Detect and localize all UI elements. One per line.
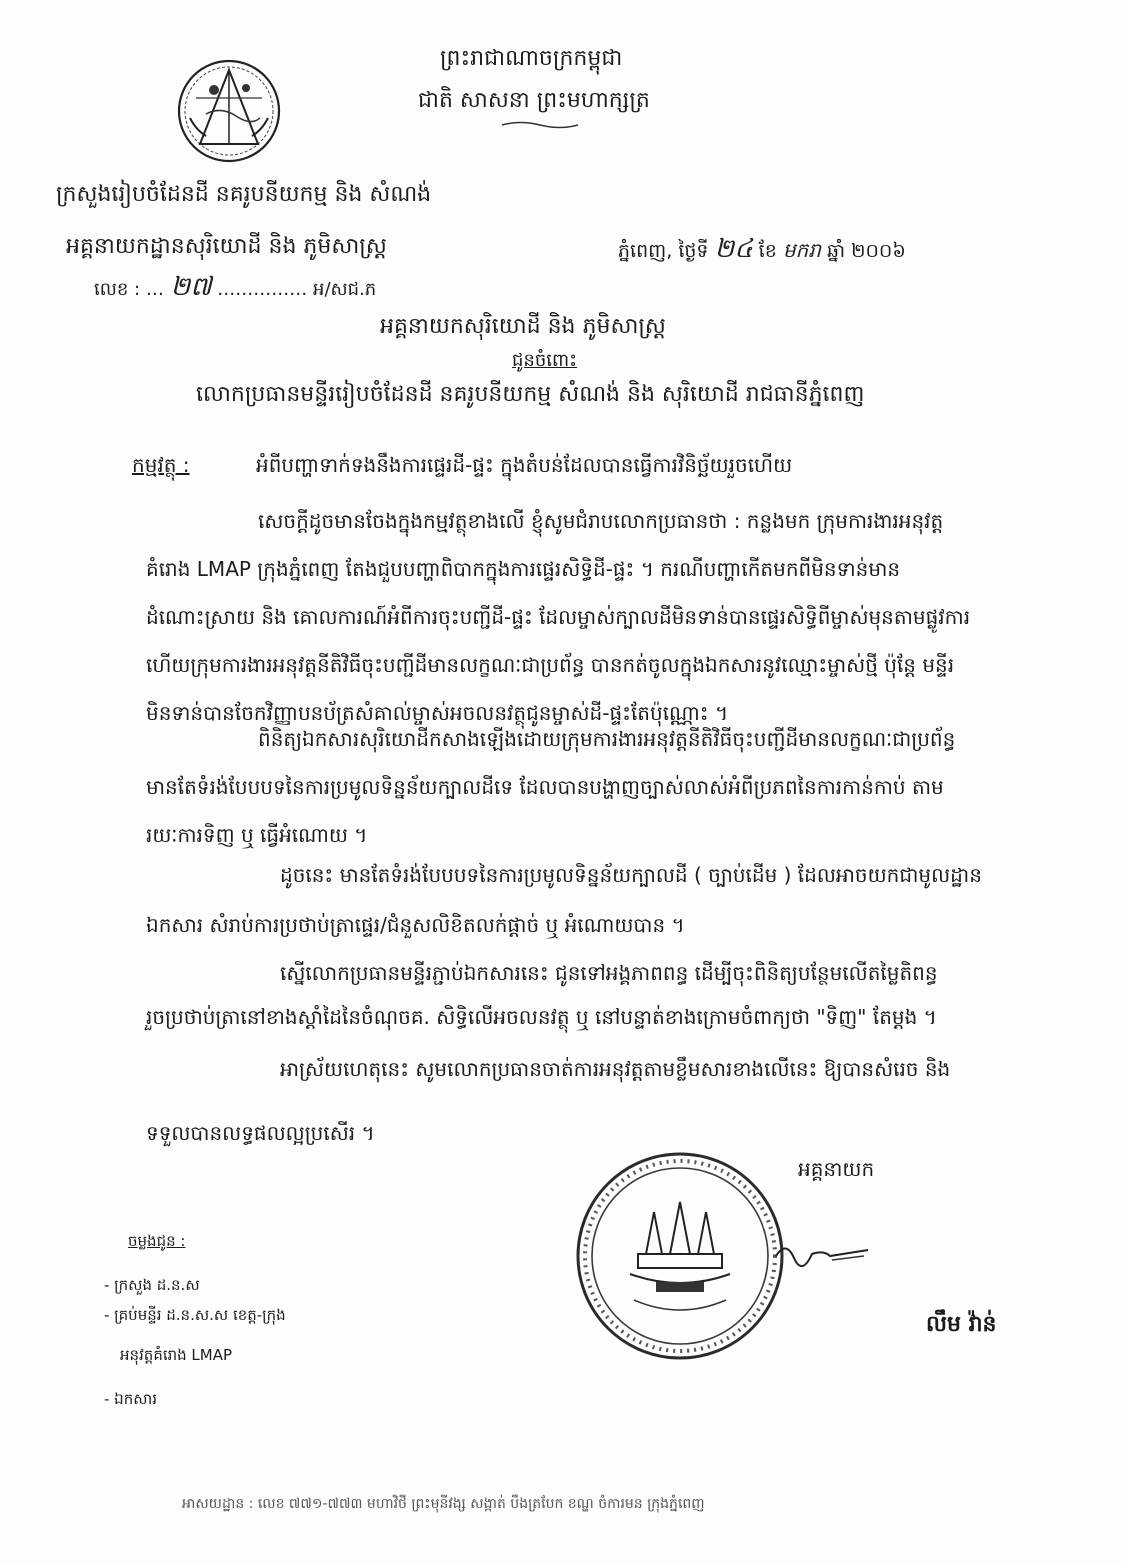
date-day: ២៤ [714,234,753,264]
paragraph-2-line-1: ពិនិត្យឯកសារសុរិយោដីកសាងឡើងដោយក្រុមការងារអនុវត្តនីតិវិធីចុះបញ្ជីដីមានលក្ខណៈជាប្រព័ន្ធ [258,727,956,751]
cc-item-archive: - ឯកសារ [104,1390,158,1408]
reference-line: លេខ : … ២៧ …………… អ/សជ.ភ [94,272,377,302]
date-year: ឆ្នាំ ២០០៦ [826,240,906,262]
paragraph-1-line-5: មិនទាន់បានចែកវិញ្ញាបនប័ត្រសំគាល់ម្ចាស់អចលនវត្ថុជូនម្ចាស់ដី-ផ្ទះតែប៉ុណ្ណោះ ។ [146,701,729,725]
paragraph-2-line-2: មានតែទំរង់បែបបទនៃការប្រមូលទិន្នន័យក្បាលដីទេ ដែលបានបង្ហាញច្បាស់លាស់អំពីប្រភពនៃការកាន់កាប់ តាម [146,775,944,799]
paragraph-5-line-2: ទទួលបានលទ្ធផលល្អប្រសើរ ។ [146,1121,375,1145]
paragraph-3-line-1: ដូចនេះ មានតែទំរង់បែបបទនៃការប្រមូលទិន្នន័យក្បាលដី ( ច្បាប់ដើម ) ដែលអាចយកជាមូលដ្ឋាន [280,863,982,887]
motto-underline-ornament [500,120,580,130]
cc-item-ministry: - ក្រសួង ដ.ន.ស [104,1276,200,1294]
ministry-emblem [176,58,282,164]
official-seal [574,1150,786,1362]
letter-from: អគ្គនាយកសុរិយោដី និង ភូមិសាស្ត្រ [380,314,666,339]
kingdom-title: ព្រះរាជាណាចក្រកម្ពុជា [440,46,623,71]
paragraph-4-line-1: ស្នើលោកប្រធានមន្ទីរភ្ជាប់ឯកសារនេះ ជូនទៅអង្គភាពពន្ធ ដើម្បីចុះពិនិត្យបន្ថែមលើតម្លៃតិពន្ធ [280,961,938,985]
date-month: មករា [782,238,821,262]
signature-title: អគ្គនាយក [798,1157,875,1181]
paragraph-1-line-1: សេចក្តីដូចមានចែងក្នុងកម្មវត្ថុខាងលើ ខ្ញុំសូមជំរាបលោកប្រធានថា : កន្លងមក ក្រុមការងារអនុវត្ត [258,509,944,533]
paragraph-2-line-3: រយៈការទិញ ឬ ធ្វើអំណោយ ។ [146,823,368,847]
letter-recipient: លោកប្រធានមន្ទីររៀបចំដែនដី នគរូបនីយកម្ម សំណង់ និង សុរិយោដី រាជធានីភ្នំពេញ [196,382,865,407]
handwritten-signature [772,1232,872,1272]
reference-prefix: លេខ : [94,279,141,300]
date-prefix: ភ្នំពេញ, ថ្ងៃទី [618,240,709,262]
cc-item-departments: - គ្រប់មន្ទីរ ដ.ន.ស.ស ខេត្ត-ក្រុង [104,1306,286,1324]
ministry-name: ក្រសួងរៀបចំដែនដី នគរូបនីយកម្ម និង សំណង់ [56,182,432,207]
cc-item-lmap: អនុវត្តគំរោង LMAP [120,1346,233,1364]
cc-label: ចម្លងជូន : [128,1232,186,1250]
paragraph-4-line-2: រួចប្រថាប់ត្រានៅខាងស្តាំដៃនៃចំណុចគ. សិទ្ធិលើអចលនវត្ថុ ឬ នៅបន្ទាត់ខាងក្រោមចំពាក្យថា "ទិញ" តែម្តង ។ [146,1005,937,1029]
paragraph-3-line-2: ឯកសារ សំរាប់ការប្រថាប់ត្រាផ្ទេរ/ជំនួសលិខិតលក់ផ្តាច់ ឬ អំណោយបាន ។ [146,913,685,937]
reference-suffix: អ/សជ.ភ [313,279,377,300]
date-month-prefix: ខែ [758,240,777,262]
date-line [618,232,906,270]
subject-label: កម្មវត្ថុ : [132,453,190,477]
subject-text: អំពីបញ្ហាទាក់ទងនឹងការផ្ទេរដី-ផ្ទះ ក្នុងតំបន់ដែលបានធ្វើការវិនិច្ឆ័យរួចហើយ [256,453,793,477]
department-name: អគ្គនាយកដ្ឋានសុរិយោដី និង ភូមិសាស្ត្រ [66,234,387,259]
paragraph-5-line-1: អាស្រ័យហេតុនេះ សូមលោកប្រធានចាត់ការអនុវត្តតាមខ្លឹមសារខាងលើនេះ ឱ្យបានសំរេច និង [280,1057,951,1081]
footer-address: អាសយដ្ឋាន : លេខ ៧៧១-៧៧៣ មហាវិថី ព្រះមុនីវង្ស សង្កាត់ បឹងត្របែក ខណ្ឌ ចំការមន ក្រុងភ្នំពេញ [182,1496,705,1512]
paragraph-1-line-4: ហើយក្រុមការងារអនុវត្តនីតិវិធីចុះបញ្ជីដីមានលក្ខណៈជាប្រព័ន្ធ បានកត់ចូលក្នុងឯកសារនូវឈ្មោះម្ចាស់ថ្មី ប៉ុន្តែ មន្ទីរ [146,653,955,677]
letter-to-label: ជូនចំពោះ [512,350,578,371]
paragraph-1-line-2: គំរោង LMAP ក្រុងភ្នំពេញ តែងជួបបញ្ហាពិបាកក្នុងការផ្ទេរសិទ្ធិដី-ផ្ទះ ។ ករណីបញ្ហាកើតមកពីមិនទាន់មាន [146,557,901,581]
national-motto: ជាតិ សាសនា ព្រះមហាក្សត្រ [418,88,650,113]
reference-number: ២៧ [170,272,212,302]
paragraph-1-line-3: ដំណោះស្រាយ និង គោលការណ៍អំពីការចុះបញ្ជីដី-ផ្ទះ ដែលម្ចាស់ក្បាលដីមិនទាន់បានផ្ទេរសិទ្ធិពីម្ចាស់មុនតាមផ្លូវការ [146,605,971,629]
signatory-name: លឹម វ៉ាន់ [926,1312,997,1337]
